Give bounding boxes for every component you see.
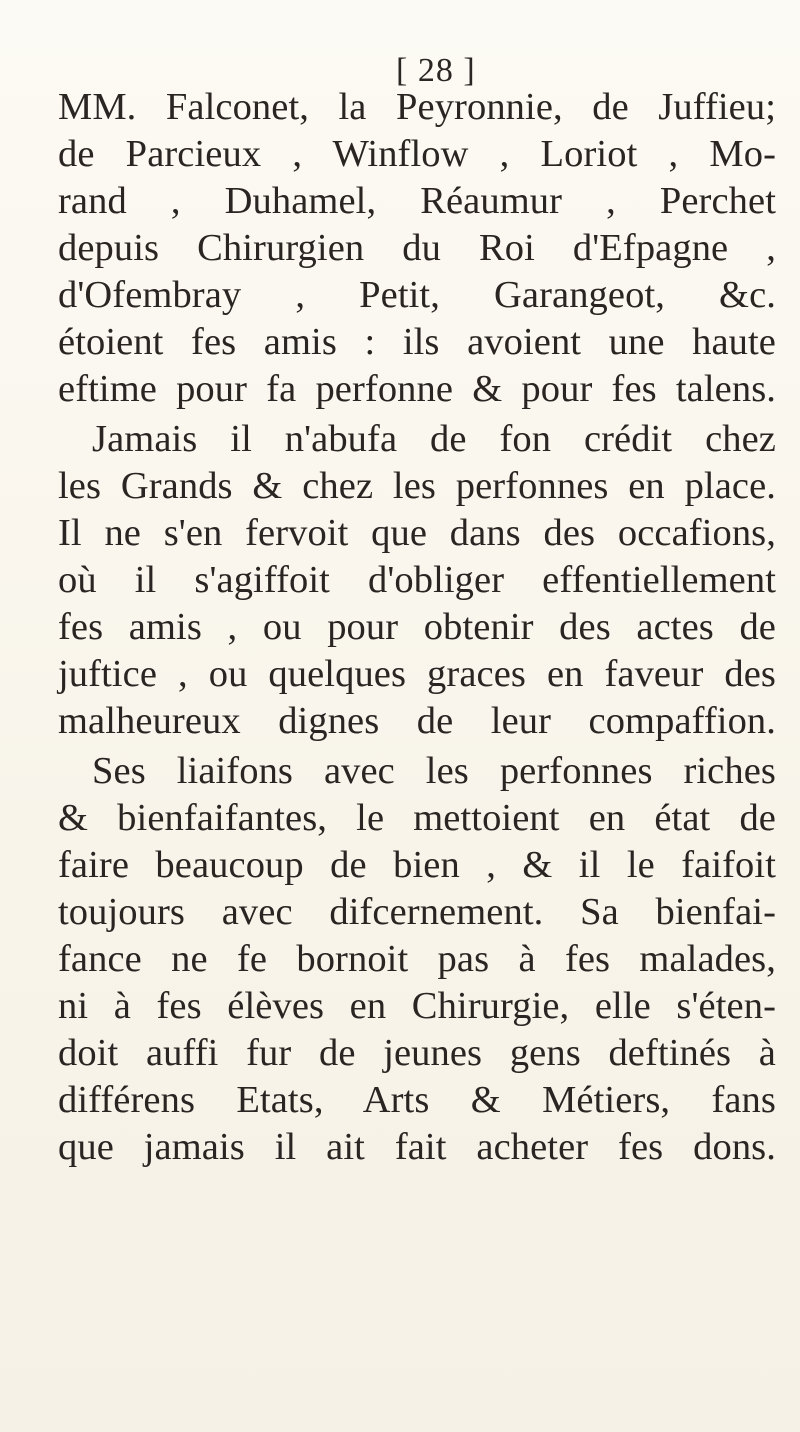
body-text [58, 84, 776, 1171]
text-line: étoient fes amis : ils avoient une haute [58, 321, 776, 363]
text-line: ni à fes élèves en Chirurgie, elle s'éten- [58, 985, 776, 1027]
paragraph-1 [58, 84, 776, 413]
text-line: que jamais il ait fait acheter fes dons. [58, 1126, 776, 1168]
text-line: les Grands & chez les perfonnes en place. [58, 465, 776, 507]
text-line: depuis Chirurgien du Roi d'Efpagne , [58, 227, 776, 269]
text-line: & bienfaifantes, le mettoient en état de [58, 797, 776, 839]
text-line: Ses liaifons avec les perfonnes riches [92, 750, 776, 792]
paragraph-3 [58, 748, 776, 1171]
text-line: eftime pour fa perfonne & pour fes talens. [58, 368, 776, 410]
page-number: [ 28 ] [396, 52, 476, 89]
text-line: doit auffi fur de jeunes gens deftinés à [58, 1032, 776, 1074]
text-line: d'Ofembray , Petit, Garangeot, &c. [58, 274, 776, 316]
text-line: Il ne s'en fervoit que dans des occafions, [58, 512, 776, 554]
text-line: fes amis , ou pour obtenir des actes de [58, 606, 776, 648]
text-line: juftice , ou quelques graces en faveur des [58, 653, 776, 695]
text-line: de Parcieux , Winflow , Loriot , Mo- [58, 133, 776, 175]
text-line: différens Etats, Arts & Métiers, fans [58, 1079, 776, 1121]
text-line: où il s'agiffoit d'obliger effentiellement [58, 559, 776, 601]
text-line: faire beaucoup de bien , & il le faifoit [58, 844, 776, 886]
text-line: toujours avec difcernement. Sa bienfai- [58, 891, 776, 933]
text-line: malheureux dignes de leur compaffion. [58, 700, 776, 742]
text-line: Jamais il n'abufa de fon crédit chez [92, 418, 776, 460]
text-line: MM. Falconet, la Peyronnie, de Juffieu; [58, 86, 776, 128]
paragraph-2 [58, 416, 776, 745]
text-line: fance ne fe bornoit pas à fes malades, [58, 938, 776, 980]
text-line: rand , Duhamel, Réaumur , Perchet [58, 180, 776, 222]
